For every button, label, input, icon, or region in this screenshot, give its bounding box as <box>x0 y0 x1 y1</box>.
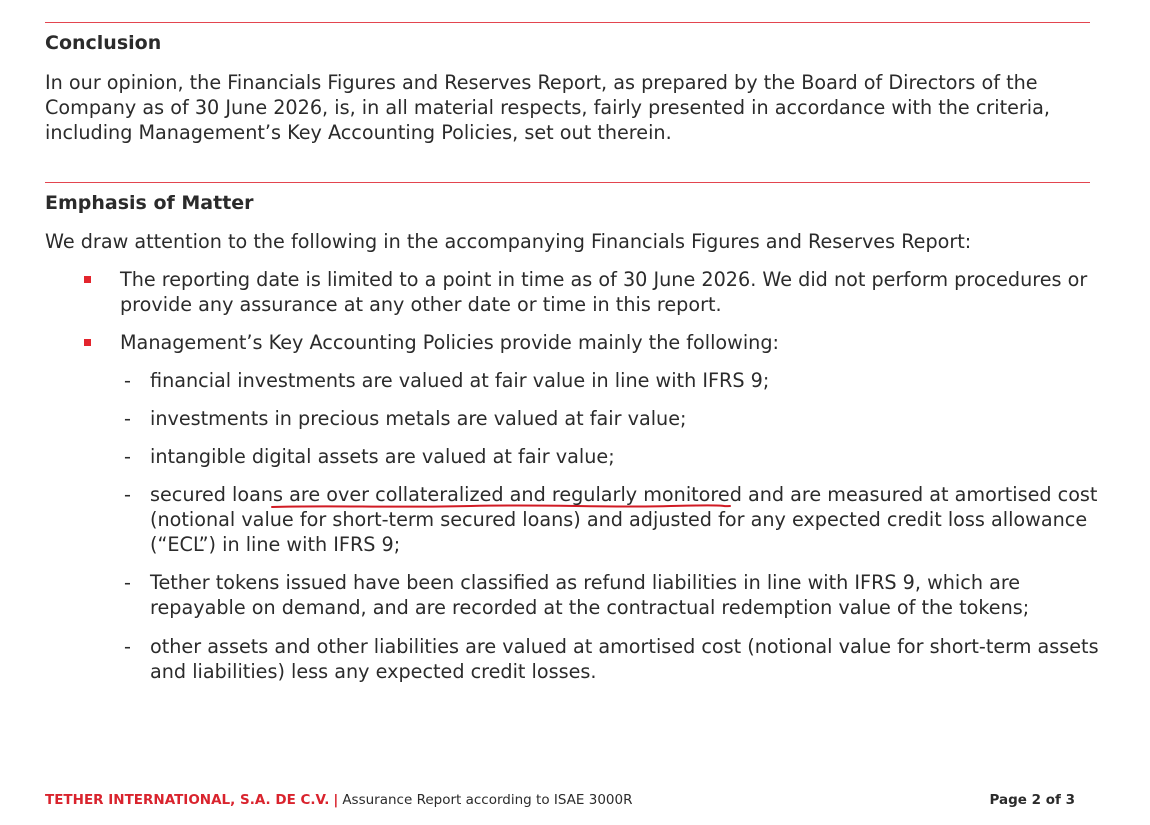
page-number: Page 2 of 3 <box>989 792 1075 808</box>
emphasis-intro-line: We draw attention to the following in the accompanying Financials Figures and Reserves Report: <box>45 230 972 253</box>
conclusion-heading: Conclusion <box>45 32 162 54</box>
dash-marker: - <box>124 571 131 594</box>
footer-report-title: Assurance Report according to ISAE 3000R <box>342 792 633 808</box>
policy-text <box>150 368 1110 393</box>
policy-text <box>150 570 1110 620</box>
bullet-text <box>120 330 1110 355</box>
policy-line: secured loans are over collateralized and regularly monitored and are measured at amortised cost <box>150 483 1098 506</box>
emphasis-intro <box>45 229 1105 254</box>
policy-line: other assets and other liabilities are valued at amortised cost (notional value for short-term assets <box>150 635 1099 658</box>
section-divider-middle <box>45 182 1090 183</box>
policy-text <box>150 482 1110 557</box>
policy-text <box>150 634 1110 684</box>
footer-left <box>45 792 632 808</box>
policy-text <box>150 444 1110 469</box>
dash-marker: - <box>124 445 131 468</box>
footer-company-name: TETHER INTERNATIONAL, S.A. DE C.V. <box>45 792 330 808</box>
bullet-square-icon <box>84 339 91 346</box>
policy-line: and liabilities) less any expected credit losses. <box>150 660 597 683</box>
emphasis-heading: Emphasis of Matter <box>45 192 254 214</box>
policy-line: Tether tokens issued have been classified as refund liabilities in line with IFRS 9, which are <box>150 571 1021 594</box>
bullet-line: Management’s Key Accounting Policies provide mainly the following: <box>120 331 779 354</box>
dash-marker: - <box>124 483 131 506</box>
footer-separator: | <box>333 792 339 808</box>
dash-marker: - <box>124 369 131 392</box>
policy-line: investments in precious metals are valued at fair value; <box>150 407 687 430</box>
conclusion-line: In our opinion, the Financials Figures and Reserves Report, as prepared by the Board of Directors of the <box>45 71 1038 94</box>
policy-line: (“ECL”) in line with IFRS 9; <box>150 533 401 556</box>
policy-line: intangible digital assets are valued at fair value; <box>150 445 615 468</box>
policy-line: (notional value for short-term secured loans) and adjusted for any expected credit loss allowance <box>150 508 1088 531</box>
policy-line: repayable on demand, and are recorded at the contractual redemption value of the tokens; <box>150 596 1030 619</box>
bullet-line: provide any assurance at any other date or time in this report. <box>120 293 722 316</box>
conclusion-paragraph <box>45 70 1105 145</box>
bullet-text <box>120 267 1110 317</box>
pen-underline-annotation <box>271 503 731 511</box>
dash-marker: - <box>124 635 131 658</box>
dash-marker: - <box>124 407 131 430</box>
policy-line: financial investments are valued at fair value in line with IFRS 9; <box>150 369 770 392</box>
conclusion-line: Company as of 30 June 2026, is, in all material respects, fairly presented in accordance with the criteria, <box>45 96 1050 119</box>
conclusion-line: including Management’s Key Accounting Policies, set out therein. <box>45 121 672 144</box>
bullet-line: The reporting date is limited to a point in time as of 30 June 2026. We did not perform procedures or <box>120 268 1088 291</box>
bullet-square-icon <box>84 276 91 283</box>
section-divider-top <box>45 22 1090 23</box>
policy-text <box>150 406 1110 431</box>
